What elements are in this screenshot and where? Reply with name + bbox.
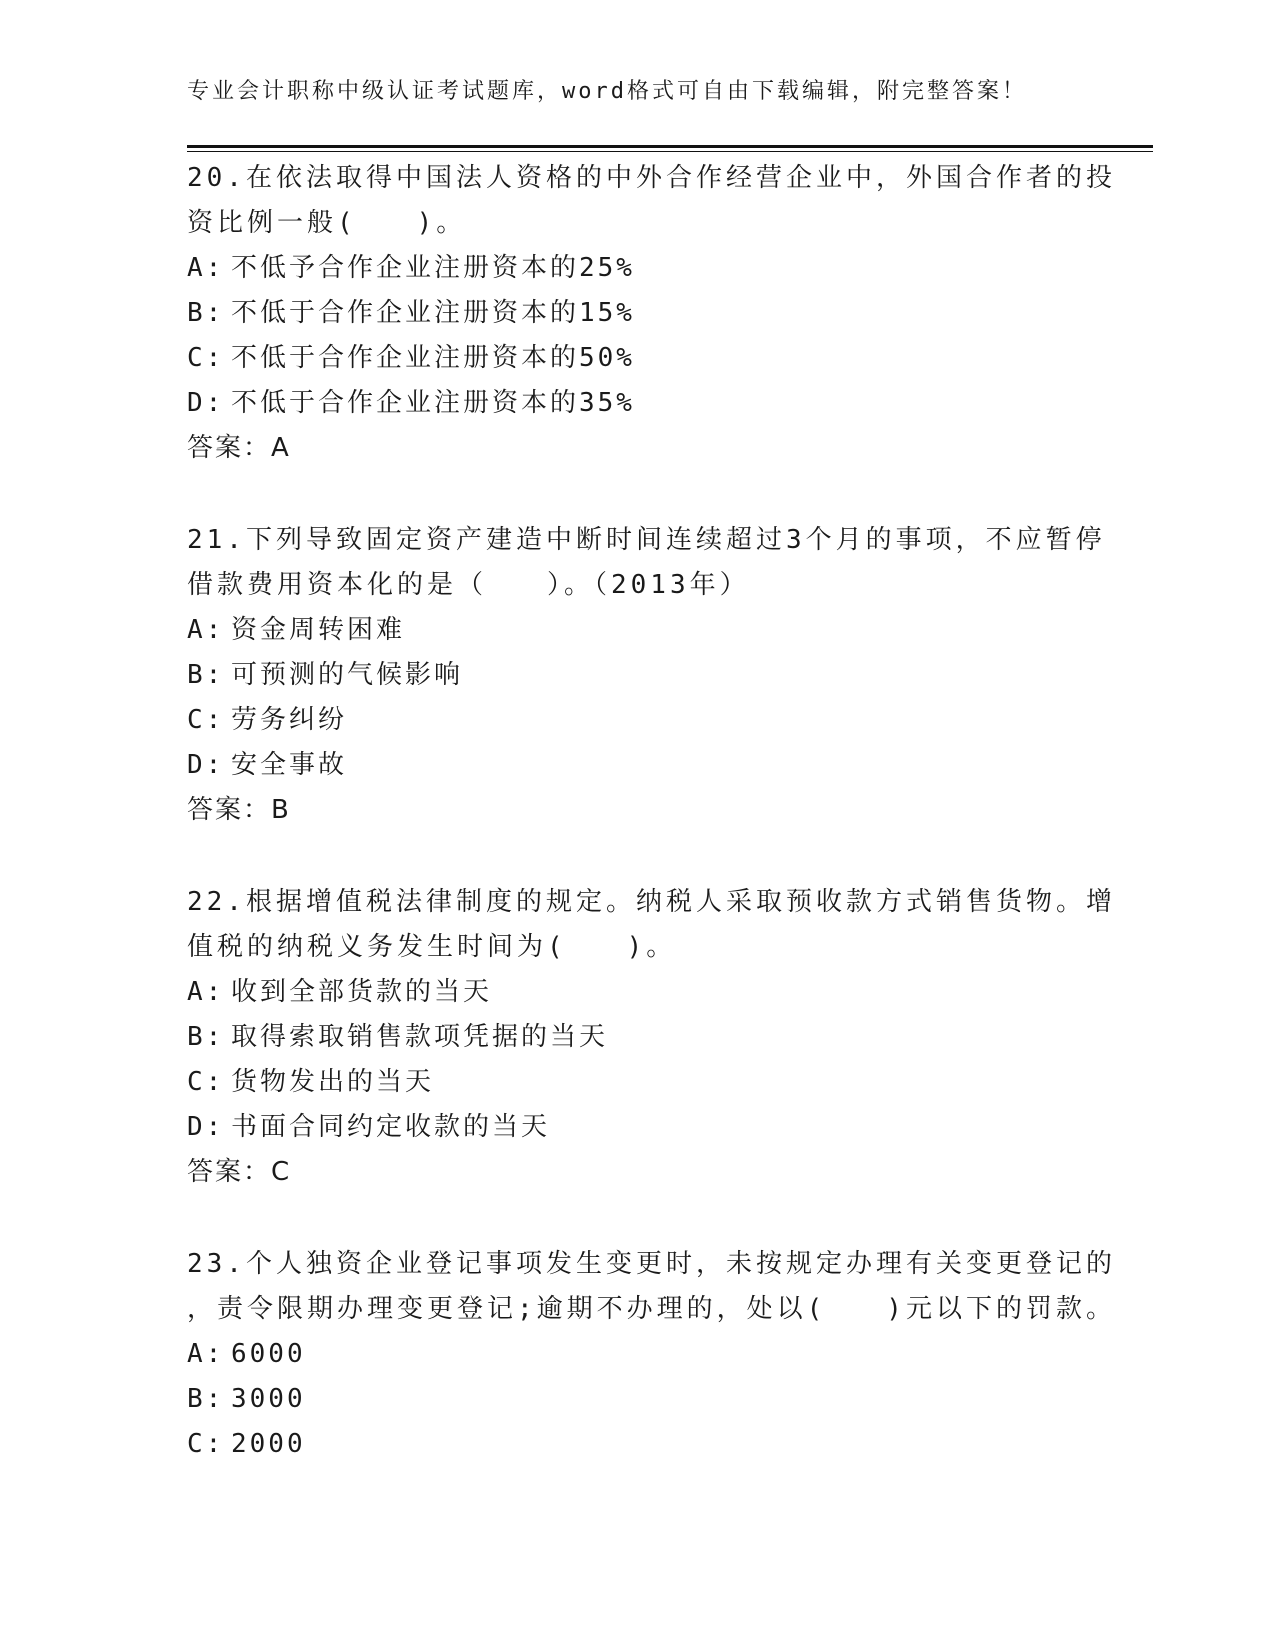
option-key: C: <box>187 705 225 735</box>
option-b <box>187 1015 1087 1060</box>
question-stem <box>187 156 1116 246</box>
option-text: 书面合同约定收款的当天 <box>231 1112 551 1142</box>
option-key: A: <box>187 615 225 645</box>
option-key: C: <box>187 1429 225 1459</box>
option-text: 货物发出的当天 <box>231 1067 435 1097</box>
question-23 <box>187 1242 1116 1467</box>
answer-line: 答案：C <box>187 1157 292 1187</box>
option-text: 可预测的气候影响 <box>231 660 464 690</box>
option-c <box>187 698 1087 743</box>
option-key: B: <box>187 1022 225 1052</box>
question-stem <box>187 1242 1116 1332</box>
option-key: B: <box>187 660 225 690</box>
option-key: D: <box>187 750 225 780</box>
option-key: C: <box>187 1067 225 1097</box>
stem-line: 20.在依法取得中国法人资格的中外合作经营企业中，外国合作者的投 <box>187 163 1116 193</box>
option-b <box>187 1377 1087 1422</box>
option-key: A: <box>187 253 225 283</box>
option-key: D: <box>187 388 225 418</box>
option-text: 收到全部货款的当天 <box>231 977 493 1007</box>
option-key: C: <box>187 343 225 373</box>
option-text: 安全事故 <box>231 750 348 780</box>
question-list <box>187 156 1116 1514</box>
option-text: 3000 <box>231 1384 306 1414</box>
answer-line: 答案：A <box>187 433 291 463</box>
page-header: 专业会计职称中级认证考试题库，word格式可自由下载编辑，附完整答案！ <box>187 79 1027 104</box>
option-text: 不低于合作企业注册资本的35% <box>231 388 635 418</box>
header-rule-thick <box>187 145 1153 148</box>
option-b <box>187 653 1087 698</box>
question-20 <box>187 156 1116 471</box>
option-a <box>187 1332 1087 1377</box>
option-a <box>187 246 1087 291</box>
option-d <box>187 381 1087 426</box>
stem-line: ，责令限期办理变更登记;逾期不办理的，处以( )元以下的罚款。 <box>187 1294 1116 1324</box>
option-key: D: <box>187 1112 225 1142</box>
stem-line: 借款费用资本化的是（ ）。（2013年） <box>187 570 750 600</box>
option-c <box>187 1422 1087 1467</box>
option-key: B: <box>187 1384 225 1414</box>
option-b <box>187 291 1087 336</box>
answer-line: 答案：B <box>187 795 291 825</box>
stem-line: 23.个人独资企业登记事项发生变更时，未按规定办理有关变更登记的 <box>187 1249 1116 1279</box>
stem-line: 22.根据增值税法律制度的规定。纳税人采取预收款方式销售货物。增 <box>187 887 1116 917</box>
stem-line: 资比例一般( )。 <box>187 208 467 238</box>
option-key: B: <box>187 298 225 328</box>
question-21 <box>187 518 1106 833</box>
option-a <box>187 608 1087 653</box>
option-text: 6000 <box>231 1339 306 1369</box>
option-text: 2000 <box>231 1429 306 1459</box>
header-rule-thin <box>187 151 1153 152</box>
question-22 <box>187 880 1116 1195</box>
option-text: 不低予合作企业注册资本的25% <box>231 253 635 283</box>
question-stem <box>187 518 1106 608</box>
option-key: A: <box>187 977 225 1007</box>
option-key: A: <box>187 1339 225 1369</box>
option-d <box>187 1105 1087 1150</box>
option-c <box>187 1060 1087 1105</box>
option-text: 劳务纠纷 <box>231 705 348 735</box>
stem-line: 21.下列导致固定资产建造中断时间连续超过3个月的事项，不应暂停 <box>187 525 1106 555</box>
option-text: 资金周转困难 <box>231 615 406 645</box>
option-c <box>187 336 1087 381</box>
option-text: 取得索取销售款项凭据的当天 <box>231 1022 609 1052</box>
option-text: 不低于合作企业注册资本的50% <box>231 343 635 373</box>
option-d <box>187 743 1087 788</box>
option-text: 不低于合作企业注册资本的15% <box>231 298 635 328</box>
question-stem <box>187 880 1116 970</box>
option-a <box>187 970 1087 1015</box>
stem-line: 值税的纳税义务发生时间为( )。 <box>187 932 677 962</box>
